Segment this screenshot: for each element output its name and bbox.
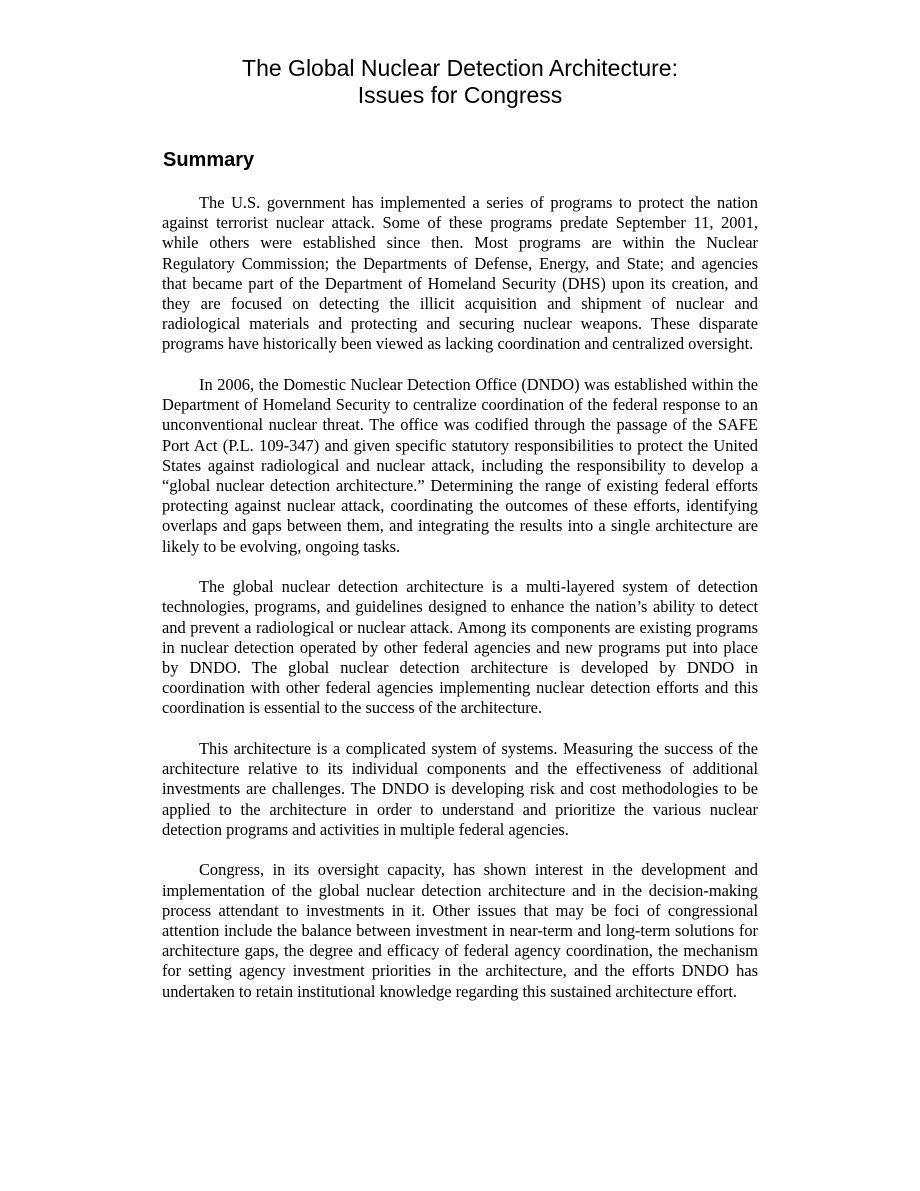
paragraph-4: This architecture is a complicated system of systems. Measuring the success of the architecture relative to its individual components and the effectiveness of additional investments are challenges. The DNDO is developing risk and cost methodologies to be applied to the architecture in order to understand and prioritize the various nuclear detection programs and activities in multiple federal agencies. <box>162 739 758 839</box>
title-line-2: Issues for Congress <box>357 82 563 108</box>
section-heading-summary: Summary <box>163 149 255 171</box>
paragraph-2: In 2006, the Domestic Nuclear Detection Office (DNDO) was established within the Department of Homeland Security to centralize coordination of the federal response to an unconventional nuclear threat. The office was codified through the passage of the SAFE Port Act (P.L. 109-347) and given specific statutory responsibilities to protect the United States against radiological and nuclear attack, including the responsibility to develop a “global nuclear detection architecture.” Determining the range of existing federal efforts protecting against nuclear attack, coordinating the outcomes of these efforts, identifying overlaps and gaps between them, and integrating the results into a single architecture are likely to be evolving, ongoing tasks. <box>162 375 758 556</box>
title-line-1: The Global Nuclear Detection Architecture: <box>242 55 678 81</box>
paragraph-3: The global nuclear detection architecture is a multi-layered system of detection technologies, programs, and guidelines designed to enhance the nation’s ability to detect and prevent a radiological or nuclear attack. Among its components are existing programs in nuclear detection operated by other federal agencies and new programs put into place by DNDO. The global nuclear detection architecture is developed by DNDO in coordination with other federal agencies implementing nuclear detection efforts and this coordination is essential to the success of the architecture. <box>162 577 758 718</box>
document-title <box>0 55 920 109</box>
summary-body <box>162 193 758 1022</box>
paragraph-1: The U.S. government has implemented a series of programs to protect the nation against terrorist nuclear attack. Some of these programs predate September 11, 2001, while others were established since then. Most programs are within the Nuclear Regulatory Commission; the Departments of Defense, Energy, and State; and agencies that became part of the Department of Homeland Security (DHS) upon its creation, and they are focused on detecting the illicit acquisition and shipment of nuclear and radiological materials and protecting and securing nuclear weapons. These disparate programs have historically been viewed as lacking coordination and centralized oversight. <box>162 193 758 354</box>
paragraph-5: Congress, in its oversight capacity, has shown interest in the development and implementation of the global nuclear detection architecture and in the decision-making process attendant to investments in it. Other issues that may be foci of congressional attention include the balance between investment in near-term and long-term solutions for architecture gaps, the degree and efficacy of federal agency coordination, the mechanism for setting agency investment priorities in the architecture, and the efforts DNDO has undertaken to retain institutional knowledge regarding this sustained architecture effort. <box>162 860 758 1001</box>
